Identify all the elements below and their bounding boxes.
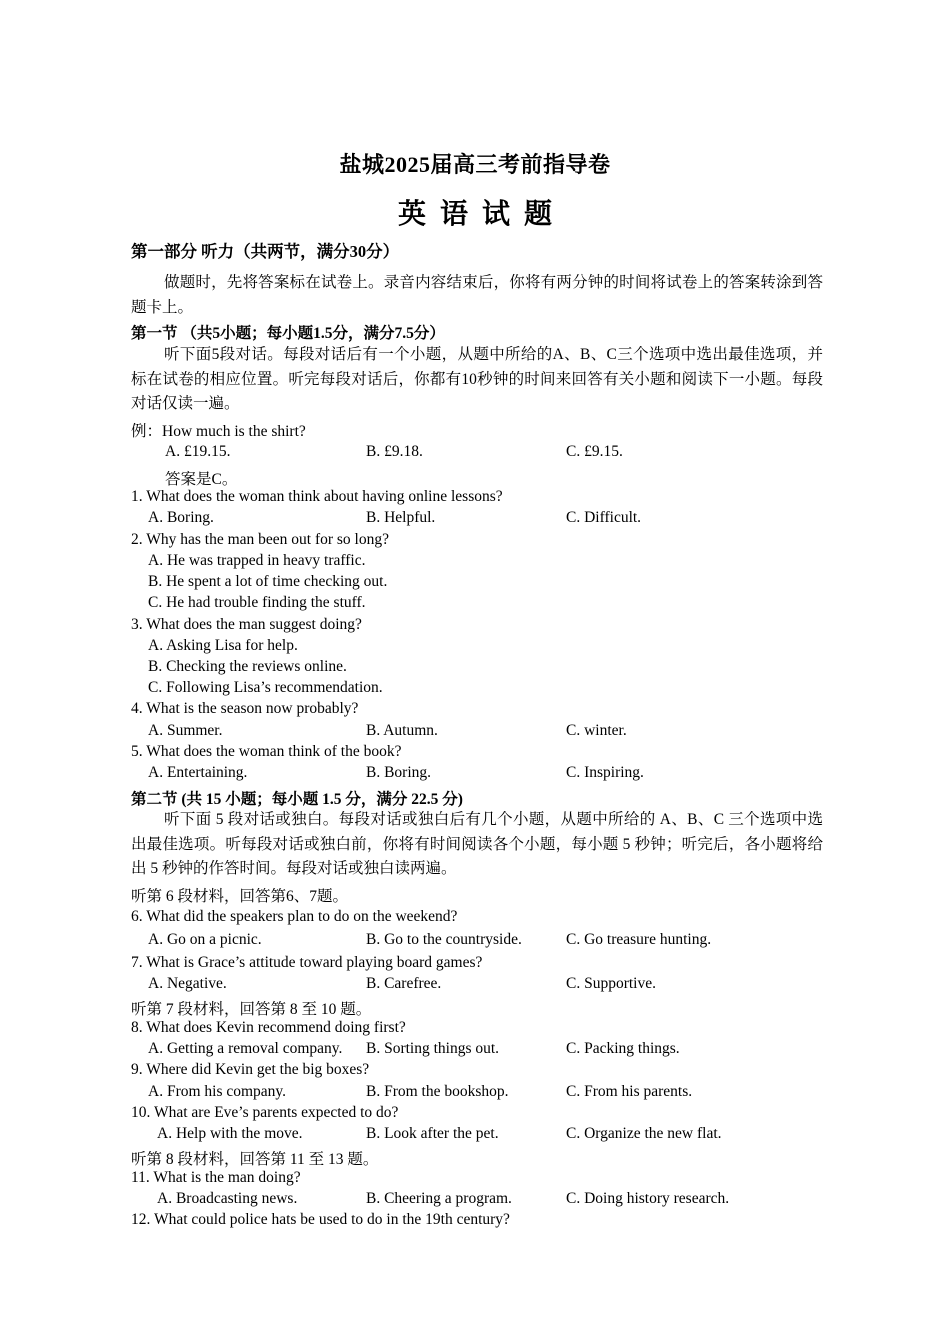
- material7-instruction: 听第 7 段材料，回答第 8 至 10 题。: [131, 1001, 372, 1018]
- q5-option-c: C. Inspiring.: [566, 764, 644, 781]
- q6-option-a: A. Go on a picnic.: [148, 931, 262, 948]
- q6-question: 6. What did the speakers plan to do on the weekend?: [131, 908, 458, 925]
- q4-option-a: A. Summer.: [148, 722, 223, 739]
- example-question: 例：How much is the shirt?: [131, 423, 306, 440]
- q5-option-a: A. Entertaining.: [148, 764, 248, 781]
- q3-option-a: A. Asking Lisa for help.: [148, 637, 298, 654]
- section2-heading: 第二节 (共 15 小题；每小题 1.5 分，满分 22.5 分): [131, 791, 463, 808]
- q7-option-a: A. Negative.: [148, 975, 227, 992]
- q11-option-b: B. Cheering a program.: [366, 1190, 512, 1207]
- part1-intro: 做题时，先将答案标在试卷上。录音内容结束后，你将有两分钟的时间将试卷上的答案转涂到答题卡上。: [131, 274, 823, 316]
- example-option-a: A. £19.15.: [165, 443, 231, 460]
- q2-option-b: B. He spent a lot of time checking out.: [148, 573, 388, 590]
- q10-option-c: C. Organize the new flat.: [566, 1125, 722, 1142]
- q4-question: 4. What is the season now probably?: [131, 700, 359, 717]
- q1-option-b: B. Helpful.: [366, 509, 436, 526]
- q1-option-c: C. Difficult.: [566, 509, 642, 526]
- q7-option-b: B. Carefree.: [366, 975, 442, 992]
- q10-option-b: B. Look after the pet.: [366, 1125, 499, 1142]
- q8-option-c: C. Packing things.: [566, 1040, 680, 1057]
- q6-option-b: B. Go to the countryside.: [366, 931, 522, 948]
- q8-option-b: B. Sorting things out.: [366, 1040, 500, 1057]
- q2-option-a: A. He was trapped in heavy traffic.: [148, 552, 366, 569]
- q2-question: 2. Why has the man been out for so long?: [131, 531, 389, 548]
- section1-heading: 第一节 （共5小题；每小题1.5分，满分7.5分）: [131, 325, 445, 342]
- q5-option-b: B. Boring.: [366, 764, 432, 781]
- q9-option-b: B. From the bookshop.: [366, 1083, 509, 1100]
- q11-option-a: A. Broadcasting news.: [157, 1190, 298, 1207]
- section2-intro: 听下面 5 段对话或独白。每段对话或独白后有几个小题，从题中所给的 A、B、C 三个选项中选出最佳选项。听每段对话或独白前，你将有时间阅读各个小题，每小题 5 秒钟；听完后，各小题将给出 5 秒钟的作答时间。每段对话或独白读两遍。: [131, 811, 823, 877]
- q6-option-c: C. Go treasure hunting.: [566, 931, 712, 948]
- q10-question: 10. What are Eve’s parents expected to do?: [131, 1104, 399, 1121]
- q4-option-b: B. Autumn.: [366, 722, 438, 739]
- exam-title: 盐城2025届高三考前指导卷: [339, 152, 611, 177]
- section1-intro: 听下面5段对话。每段对话后有一个小题，从题中所给的A、B、C三个选项中选出最佳选项，并标在试卷的相应位置。听完每段对话后，你都有10秒钟的时间来回答有关小题和阅读下一小题。每段对话仅读一遍。: [131, 346, 823, 412]
- q7-option-c: C. Supportive.: [566, 975, 656, 992]
- q10-option-a: A. Help with the move.: [157, 1125, 303, 1142]
- q3-option-b: B. Checking the reviews online.: [148, 658, 347, 675]
- part1-heading: 第一部分 听力（共两节，满分30分）: [131, 242, 400, 261]
- example-answer: 答案是C。: [165, 471, 238, 488]
- q3-option-c: C. Following Lisa’s recommendation.: [148, 679, 383, 696]
- q9-question: 9. Where did Kevin get the big boxes?: [131, 1061, 370, 1078]
- q12-question: 12. What could police hats be used to do in the 19th century?: [131, 1211, 510, 1228]
- material6-instruction: 听第 6 段材料，回答第6、7题。: [131, 888, 349, 905]
- q9-option-c: C. From his parents.: [566, 1083, 693, 1100]
- q11-question: 11. What is the man doing?: [131, 1169, 301, 1186]
- q8-question: 8. What does Kevin recommend doing first?: [131, 1019, 406, 1036]
- q5-question: 5. What does the woman think of the book?: [131, 743, 402, 760]
- q7-question: 7. What is Grace’s attitude toward playing board games?: [131, 954, 483, 971]
- q1-question: 1. What does the woman think about having online lessons?: [131, 488, 503, 505]
- q2-option-c: C. He had trouble finding the stuff.: [148, 594, 366, 611]
- q3-question: 3. What does the man suggest doing?: [131, 616, 362, 633]
- q4-option-c: C. winter.: [566, 722, 627, 739]
- q1-option-a: A. Boring.: [148, 509, 214, 526]
- example-option-c: C. £9.15.: [566, 443, 623, 460]
- q11-option-c: C. Doing history research.: [566, 1190, 730, 1207]
- q9-option-a: A. From his company.: [148, 1083, 287, 1100]
- q8-option-a: A. Getting a removal company.: [148, 1040, 343, 1057]
- example-option-b: B. £9.18.: [366, 443, 423, 460]
- material8-instruction: 听第 8 段材料，回答第 11 至 13 题。: [131, 1151, 379, 1168]
- subject-title: 英语试题: [397, 199, 566, 230]
